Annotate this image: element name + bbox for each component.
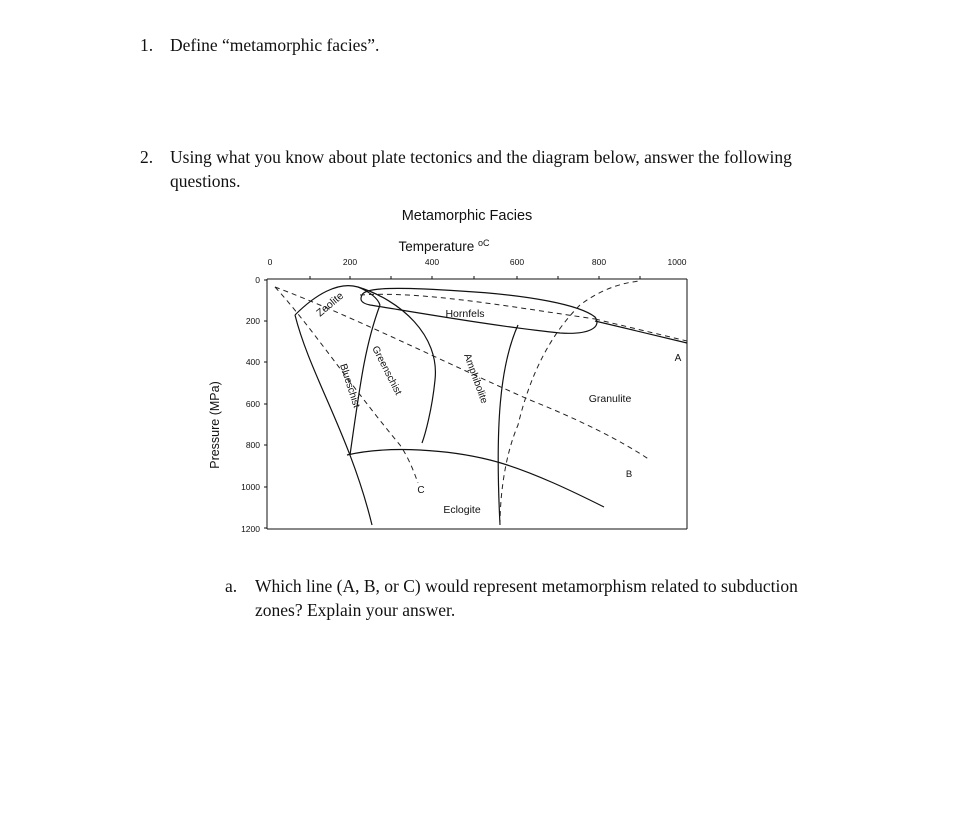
- label-eclogite: Eclogite: [443, 504, 481, 516]
- y-tick-1000: 1000: [241, 482, 260, 492]
- x-tick-800: 800: [591, 257, 607, 267]
- greenschist-boundary: [358, 287, 435, 443]
- x-tick-0: 0: [267, 257, 273, 267]
- question-1-number: 1.: [140, 35, 154, 55]
- label-granulite: Granulite: [588, 393, 632, 405]
- question-2a: [225, 574, 885, 622]
- y-tick-400: 400: [245, 357, 260, 367]
- y-axis-label: Pressure (MPa): [208, 381, 222, 469]
- y-tick-1200: 1200: [241, 524, 260, 534]
- question-2: [140, 145, 900, 193]
- label-line-b: B: [625, 469, 633, 480]
- x-axis-label-text: Temperature: [398, 239, 479, 254]
- question-1: [140, 33, 379, 57]
- x-tick-600: 600: [509, 257, 525, 267]
- label-hornfels: Hornfels: [445, 308, 485, 320]
- question-2-text-line1: Using what you know about plate tectonics and the diagram below, answer the following: [170, 147, 792, 167]
- y-tick-0: 0: [255, 275, 260, 285]
- x-axis-unit: oC: [478, 238, 490, 248]
- question-2a-text-line1: Which line (A, B, or C) would represent metamorphism related to subduction: [255, 576, 798, 596]
- x-tick-1000: 1000: [667, 257, 687, 267]
- x-tick-200: 200: [342, 257, 358, 267]
- line-a-dashed-extension: [595, 319, 687, 341]
- metamorphic-facies-diagram: [200, 195, 700, 545]
- label-greenschist: Greenschist: [369, 344, 404, 397]
- label-line-c: C: [417, 485, 425, 496]
- label-zeolite: Zeolite: [314, 289, 347, 320]
- question-2-number: 2.: [140, 147, 154, 167]
- blueschist-left-boundary: [295, 315, 372, 525]
- question-2a-letter: a.: [225, 576, 238, 596]
- y-tick-800: 800: [245, 440, 260, 450]
- x-axis-label: [398, 238, 490, 254]
- y-tick-600: 600: [245, 399, 260, 409]
- y-tick-200: 200: [245, 316, 260, 326]
- x-tick-400: 400: [424, 257, 440, 267]
- label-line-a: A: [674, 353, 682, 364]
- question-2a-text-line2: zones? Explain your answer.: [255, 600, 456, 620]
- question-2-text-line2: questions.: [170, 171, 241, 191]
- blueschist-greenschist-boundary: [350, 305, 380, 455]
- line-a-solid: [595, 321, 687, 343]
- question-1-text: Define “metamorphic facies”.: [170, 35, 380, 55]
- diagram-title: Metamorphic Facies: [401, 208, 533, 224]
- label-blueschist: Blueschist: [337, 362, 362, 410]
- label-amphibolite: Amphibolite: [461, 352, 490, 406]
- eclogite-boundary: [347, 450, 604, 507]
